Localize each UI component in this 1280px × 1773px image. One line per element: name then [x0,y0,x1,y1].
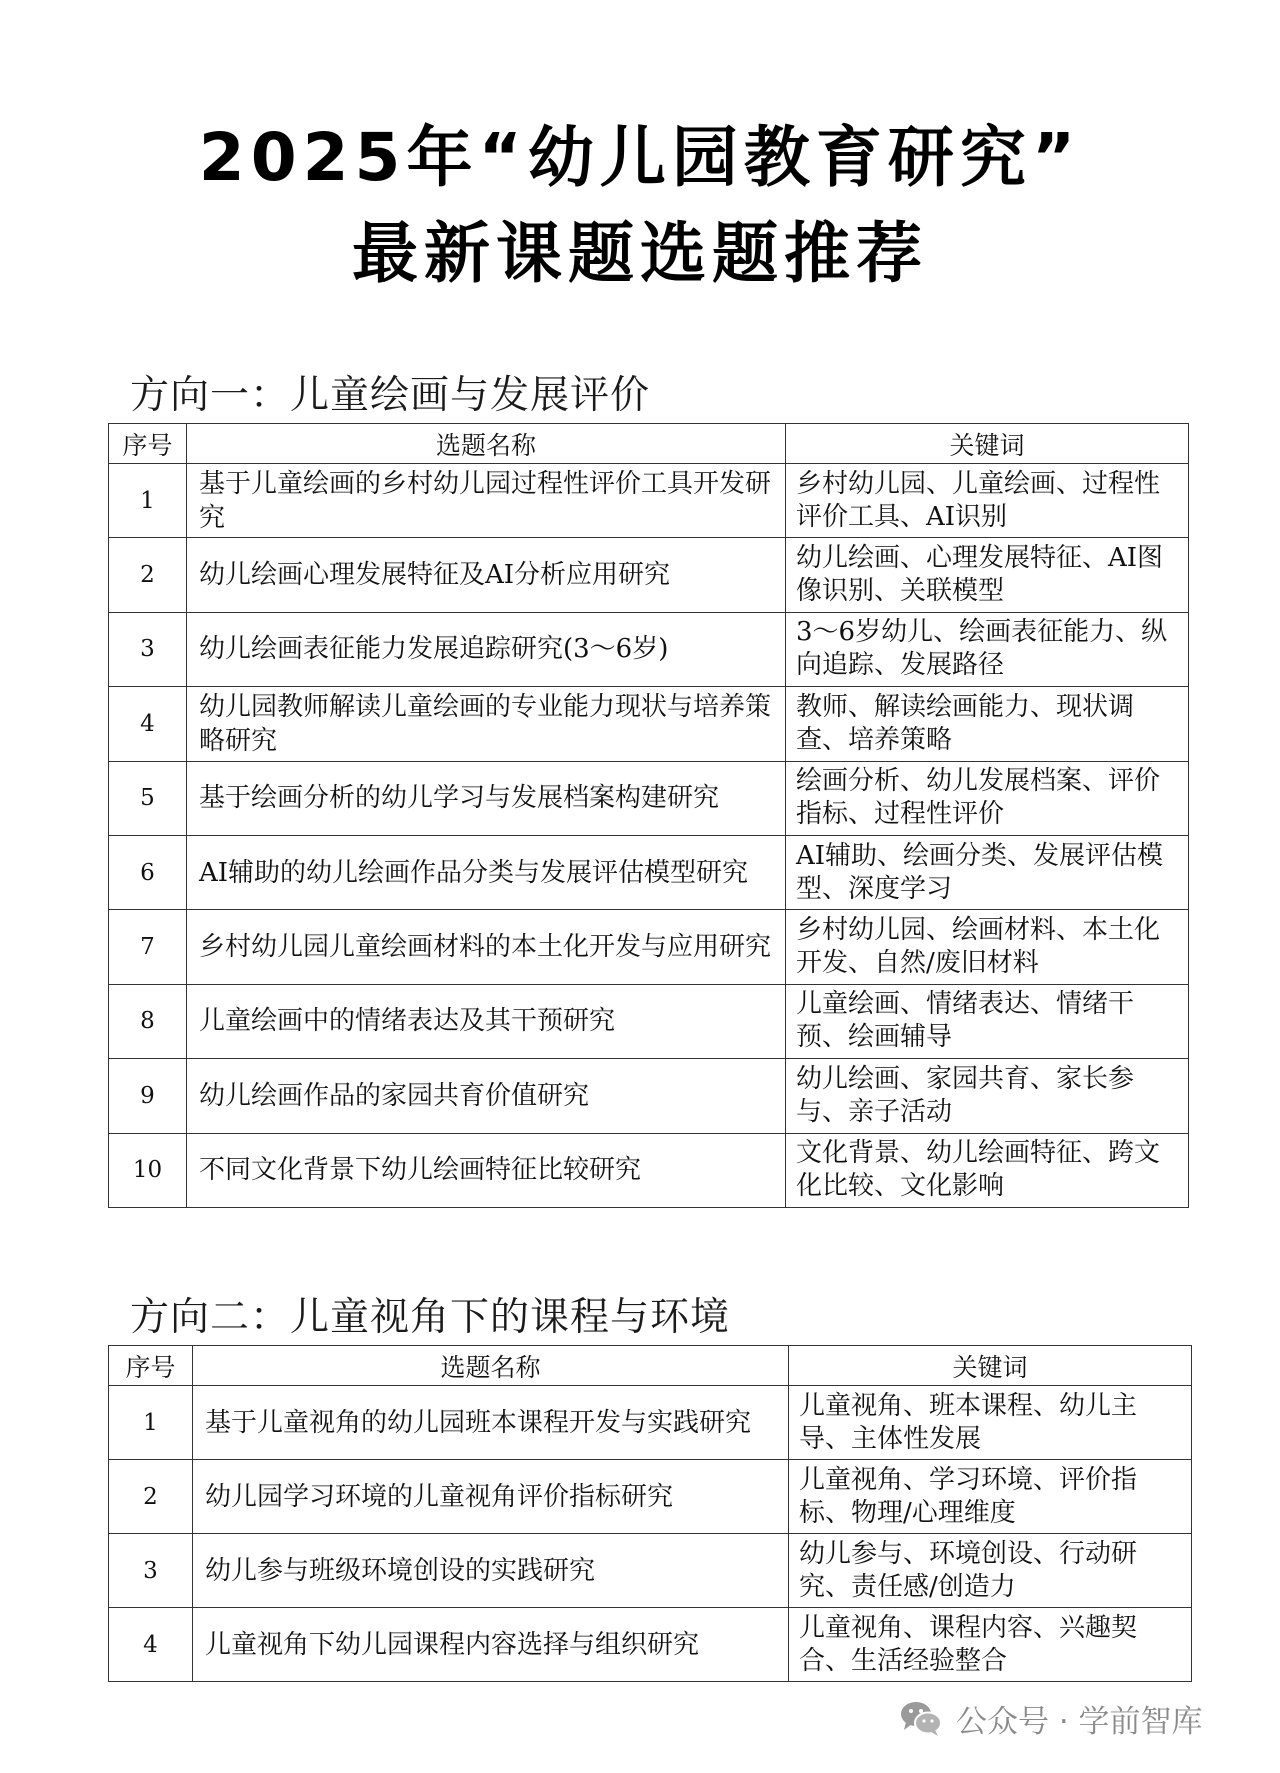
section-heading-2: 方向二：儿童视角下的课程与环境 [130,1295,731,1340]
table-row [109,1534,1192,1608]
row-num: 10 [109,1133,187,1207]
row-keywords: 儿童视角、学习环境、评价指标、物理/心理维度 [789,1460,1192,1534]
page-title-line-2: 最新课题选题推荐 [352,215,928,292]
row-title: 儿童视角下幼儿园课程内容选择与组织研究 [193,1608,789,1682]
row-num: 4 [109,687,187,761]
row-keywords: 儿童视角、班本课程、幼儿主导、主体性发展 [789,1386,1192,1460]
row-title: 不同文化背景下幼儿绘画特征比较研究 [187,1133,786,1207]
header-title: 选题名称 [187,424,786,464]
table-row [109,1608,1192,1682]
row-num: 3 [109,1534,193,1608]
row-title: 幼儿参与班级环境创设的实践研究 [193,1534,789,1608]
header-num: 序号 [109,1346,193,1386]
row-keywords: 幼儿绘画、心理发展特征、AI图像识别、关联模型 [786,538,1189,612]
table-row [109,1133,1189,1207]
row-num: 6 [109,835,187,909]
row-num: 2 [109,538,187,612]
row-keywords: 文化背景、幼儿绘画特征、跨文化比较、文化影响 [786,1133,1189,1207]
row-title: 基于儿童绘画的乡村幼儿园过程性评价工具开发研究 [187,464,786,538]
row-keywords: 儿童绘画、情绪表达、情绪干预、绘画辅导 [786,984,1189,1058]
watermark-text: 公众号 · 学前智库 [956,1703,1203,1740]
topics-table-1 [108,423,1189,1208]
header-keywords: 关键词 [789,1346,1192,1386]
row-num: 2 [109,1460,193,1534]
row-title: 幼儿绘画心理发展特征及AI分析应用研究 [187,538,786,612]
row-num: 1 [109,464,187,538]
table-row [109,612,1189,686]
watermark [898,1696,1203,1740]
row-num: 1 [109,1386,193,1460]
row-num: 9 [109,1059,187,1133]
table-row [109,761,1189,835]
row-num: 8 [109,984,187,1058]
row-title: 基于绘画分析的幼儿学习与发展档案构建研究 [187,761,786,835]
header-keywords: 关键词 [786,424,1189,464]
row-keywords: AI辅助、绘画分类、发展评估模型、深度学习 [786,835,1189,909]
table-row [109,1059,1189,1133]
row-num: 3 [109,612,187,686]
row-title: 幼儿绘画表征能力发展追踪研究(3～6岁) [187,612,786,686]
row-keywords: 教师、解读绘画能力、现状调查、培养策略 [786,687,1189,761]
row-title: AI辅助的幼儿绘画作品分类与发展评估模型研究 [187,835,786,909]
table-row [109,464,1189,538]
row-keywords: 幼儿参与、环境创设、行动研究、责任感/创造力 [789,1534,1192,1608]
table-row [109,538,1189,612]
page-title-line-1: 2025年“幼儿园教育研究” [198,119,1082,196]
table-row [109,1460,1192,1534]
section-heading-1: 方向一：儿童绘画与发展评价 [130,373,651,418]
table-header-row [109,1346,1192,1386]
row-title: 幼儿园学习环境的儿童视角评价指标研究 [193,1460,789,1534]
row-title: 幼儿园教师解读儿童绘画的专业能力现状与培养策略研究 [187,687,786,761]
row-num: 5 [109,761,187,835]
header-title: 选题名称 [193,1346,789,1386]
table-row [109,835,1189,909]
row-title: 儿童绘画中的情绪表达及其干预研究 [187,984,786,1058]
topics-table-2 [108,1345,1192,1682]
row-title: 基于儿童视角的幼儿园班本课程开发与实践研究 [193,1386,789,1460]
row-keywords: 儿童视角、课程内容、兴趣契合、生活经验整合 [789,1608,1192,1682]
row-keywords: 绘画分析、幼儿发展档案、评价指标、过程性评价 [786,761,1189,835]
table-row [109,984,1189,1058]
header-num: 序号 [109,424,187,464]
row-title: 幼儿绘画作品的家园共育价值研究 [187,1059,786,1133]
row-num: 7 [109,910,187,984]
row-num: 4 [109,1608,193,1682]
row-keywords: 乡村幼儿园、绘画材料、本土化开发、自然/废旧材料 [786,910,1189,984]
table-row [109,1386,1192,1460]
row-title: 乡村幼儿园儿童绘画材料的本土化开发与应用研究 [187,910,786,984]
row-keywords: 3～6岁幼儿、绘画表征能力、纵向追踪、发展路径 [786,612,1189,686]
table-row [109,910,1189,984]
table-header-row [109,424,1189,464]
row-keywords: 幼儿绘画、家园共育、家长参与、亲子活动 [786,1059,1189,1133]
row-keywords: 乡村幼儿园、儿童绘画、过程性评价工具、AI识别 [786,464,1189,538]
table-row [109,687,1189,761]
wechat-icon [898,1699,944,1737]
